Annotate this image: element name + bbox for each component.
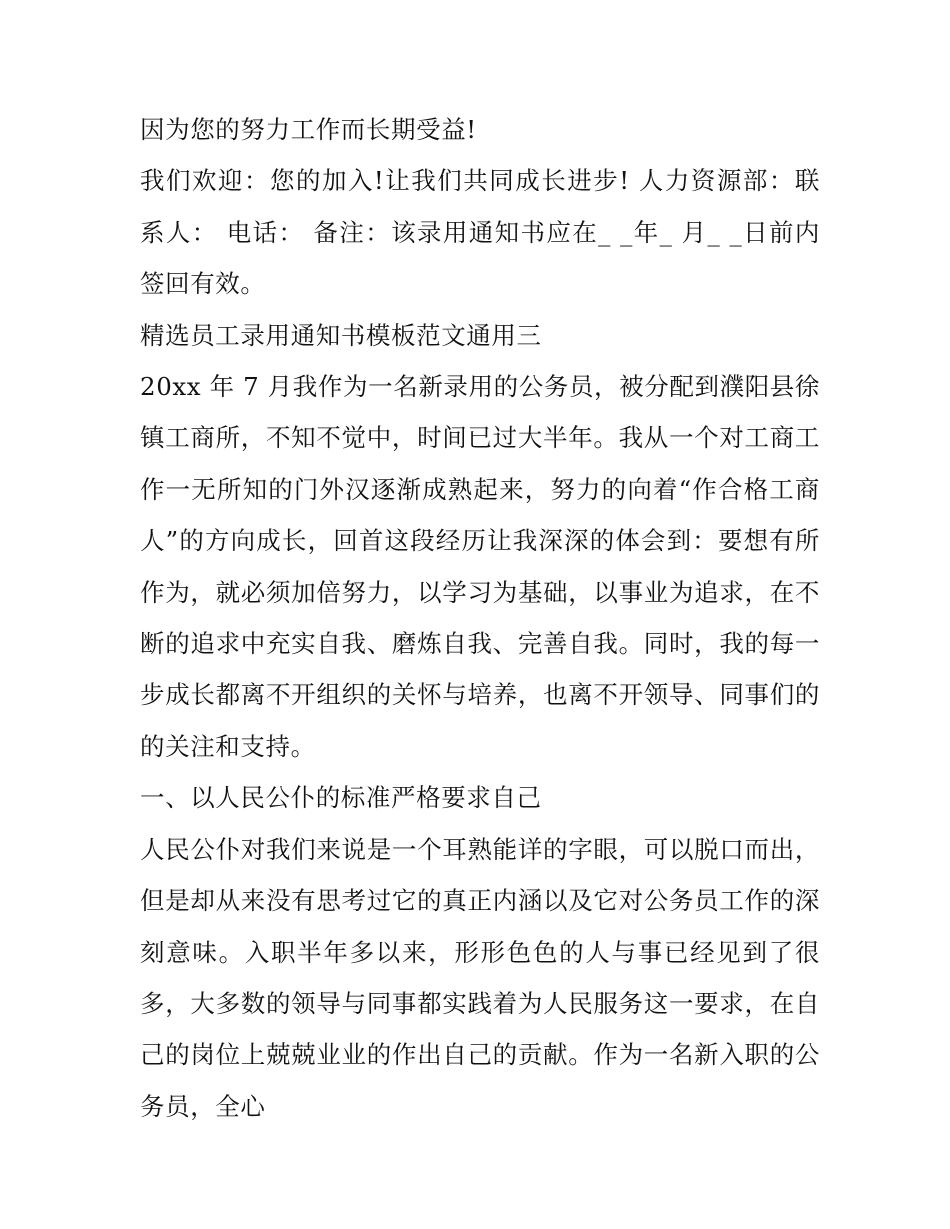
paragraph-public-servant: 人民公仆对我们来说是一个耳熟能详的字眼，可以脱口而出，但是却从来没有思考过它的真正内涵以及它对公务员工作的深刻意味。入职半年多以来，形形色色的人与事已经见到了很多，大多数的领导与同事都实践着为人民服务这一要求，在自己的岗位上兢兢业业的作出自己的贡献。作为一名新入职的公务员，全心	[140, 834, 820, 1121]
paragraph-closing-line: 因为您的努力工作而长期受益!	[140, 115, 477, 144]
document-body	[140, 104, 820, 1132]
paragraph-intro: 20xx 年 7 月我作为一名新录用的公务员，被分配到濮阳县徐镇工商所，不知不觉中，时间已过大半年。我从一个对工商工作一无所知的门外汉逐渐成熟起来，努力的向着“作合格工商人”的方向成长，回首这段经历让我深深的体会到：要想有所作为，就必须加倍努力，以学习为基础，以事业为追求，在不断的追求中充实自我、磨炼自我、完善自我。同时，我的每一步成长都离不开组织的关怀与培养，也离不开领导、同事们的的关注和支持。	[140, 372, 820, 761]
paragraph-welcome-contact: 我们欢迎：您的加入!让我们共同成长进步! 人力资源部：联系人： 电话： 备注：该录用通知书应在_ _年_ 月_ _日前内签回有效。	[140, 166, 820, 299]
section-title: 精选员工录用通知书模板范文通用三	[140, 320, 542, 350]
section-heading-1: 一、以人民公仆的标准严格要求自己	[140, 783, 542, 813]
